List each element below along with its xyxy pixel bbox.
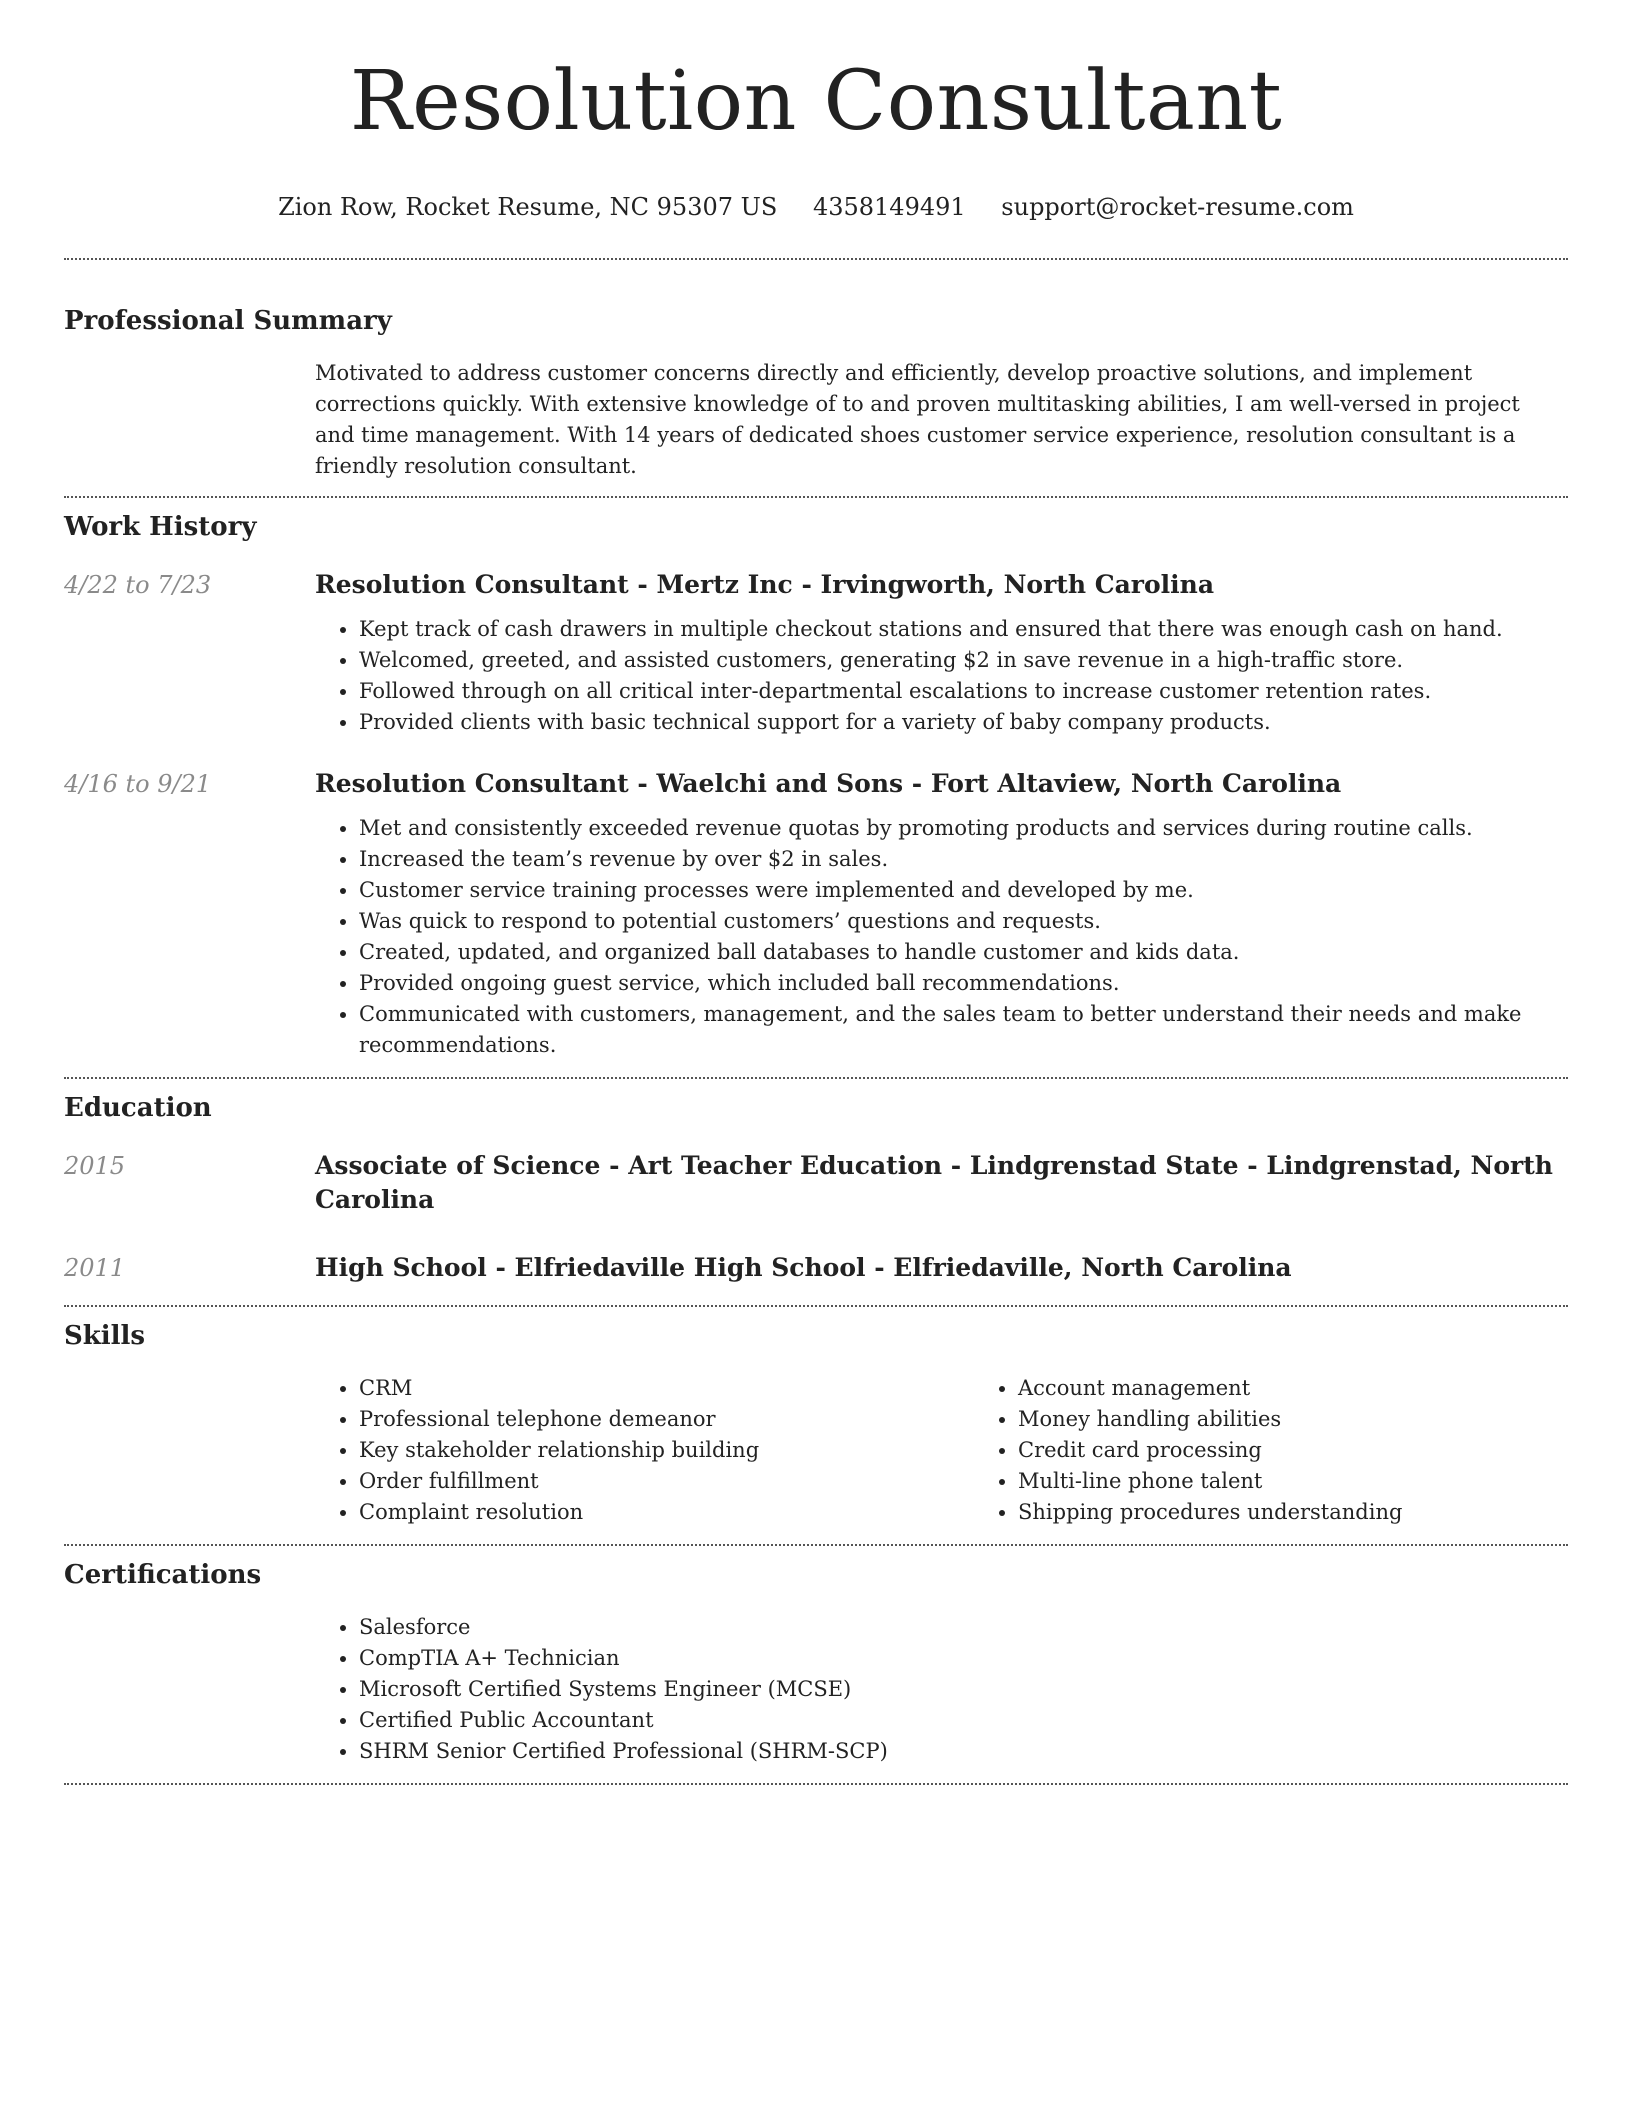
list-item: • Microsoft Certified Systems Engineer (MCSE) [359, 1674, 1568, 1705]
list-item: • Followed through on all critical inter-departmental escalations to increase customer retention rates. [359, 676, 1568, 707]
contact-email: support@rocket-resume.com [1001, 193, 1354, 221]
skills-row [64, 1373, 1568, 1528]
divider [64, 496, 1568, 498]
job-heading: Resolution Consultant - Mertz Inc - Irvingworth, North Carolina [315, 570, 1215, 599]
education-entry [64, 1149, 1568, 1217]
list-item: • Multi-line phone talent [1018, 1466, 1632, 1497]
divider [64, 1783, 1568, 1785]
list-item: • Created, updated, and organized ball databases to handle customer and kids data. [359, 937, 1568, 968]
divider [64, 1544, 1568, 1546]
list-item: • CRM [359, 1373, 974, 1404]
job-bullets [315, 614, 1568, 738]
list-item: • Key stakeholder relationship building [359, 1435, 974, 1466]
education-heading: Associate of Science - Art Teacher Education - Lindgrenstad State - Lindgrenstad, North Carolina [315, 1151, 1553, 1214]
summary-spacer [64, 358, 315, 482]
job-bullets [315, 813, 1568, 1061]
list-item: • Provided clients with basic technical support for a variety of baby company products. [359, 707, 1568, 738]
education-year: 2015 [64, 1152, 126, 1180]
education-entry [64, 1251, 1568, 1285]
work-history-section [64, 510, 1568, 1061]
list-item: • Account management [1018, 1373, 1632, 1404]
skills-list-right [974, 1373, 1632, 1528]
section-title-skills: Skills [64, 1321, 146, 1351]
job-dates: 4/16 to 9/21 [64, 770, 212, 798]
list-item: • Increased the team’s revenue by over $2 in sales. [359, 844, 1568, 875]
job-heading: Resolution Consultant - Waelchi and Sons - Fort Altaview, North Carolina [315, 769, 1342, 798]
list-item: • Shipping procedures understanding [1018, 1497, 1632, 1528]
education-section [64, 1091, 1568, 1285]
certifications-list [315, 1612, 1568, 1767]
list-item: • Certified Public Accountant [359, 1705, 1568, 1736]
list-item: • Customer service training processes were implemented and developed by me. [359, 875, 1568, 906]
contact-phone: 4358149491 [812, 193, 966, 221]
list-item: • Order fulfillment [359, 1466, 974, 1497]
divider [64, 1077, 1568, 1079]
list-item: • Was quick to respond to potential customers’ questions and requests. [359, 906, 1568, 937]
education-heading: High School - Elfriedaville High School - Elfriedaville, North Carolina [315, 1253, 1292, 1282]
skills-spacer [64, 1373, 315, 1528]
skills-list-left [315, 1373, 974, 1528]
contact-address: Zion Row, Rocket Resume, NC 95307 US [278, 193, 778, 221]
certifications-row [64, 1612, 1568, 1767]
list-item: • Money handling abilities [1018, 1404, 1632, 1435]
education-year: 2011 [64, 1254, 126, 1282]
section-title-summary: Professional Summary [64, 306, 392, 336]
summary-section [64, 304, 1568, 482]
divider [64, 1305, 1568, 1307]
section-title-work: Work History [64, 512, 257, 542]
list-item: • Professional telephone demeanor [359, 1404, 974, 1435]
summary-row [64, 358, 1568, 482]
contact-line [64, 190, 1568, 224]
job-entry [64, 767, 1568, 1061]
list-item: • Welcomed, greeted, and assisted customers, generating $2 in save revenue in a high-traffic store. [359, 645, 1568, 676]
candidate-name: Resolution Consultant [349, 54, 1283, 149]
list-item: • SHRM Senior Certified Professional (SHRM-SCP) [359, 1736, 1568, 1767]
summary-text: Motivated to address customer concerns directly and efficiently, develop proactive solutions, and implement corrections quickly. With extensive knowledge of to and proven multitasking abilities, I am well-versed in project and time management. With 14 years of dedicated shoes customer service experience, resolution consultant is a friendly resolution consultant. [315, 361, 1520, 478]
list-item: • Credit card processing [1018, 1435, 1632, 1466]
job-dates: 4/22 to 7/23 [64, 571, 212, 599]
list-item: • Kept track of cash drawers in multiple checkout stations and ensured that there was enough cash on hand. [359, 614, 1568, 645]
list-item: • Communicated with customers, management, and the sales team to better understand their needs and make recommendations. [359, 999, 1568, 1061]
certifications-spacer [64, 1612, 315, 1767]
list-item: • CompTIA A+ Technician [359, 1643, 1568, 1674]
list-item: • Provided ongoing guest service, which included ball recommendations. [359, 968, 1568, 999]
job-entry [64, 568, 1568, 738]
skills-section [64, 1319, 1568, 1528]
list-item: • Complaint resolution [359, 1497, 974, 1528]
certifications-section [64, 1558, 1568, 1767]
list-item: • Salesforce [359, 1612, 1568, 1643]
section-title-certifications: Certifications [64, 1560, 262, 1590]
list-item: • Met and consistently exceeded revenue quotas by promoting products and services during routine calls. [359, 813, 1568, 844]
divider [64, 258, 1568, 260]
section-title-education: Education [64, 1093, 212, 1123]
